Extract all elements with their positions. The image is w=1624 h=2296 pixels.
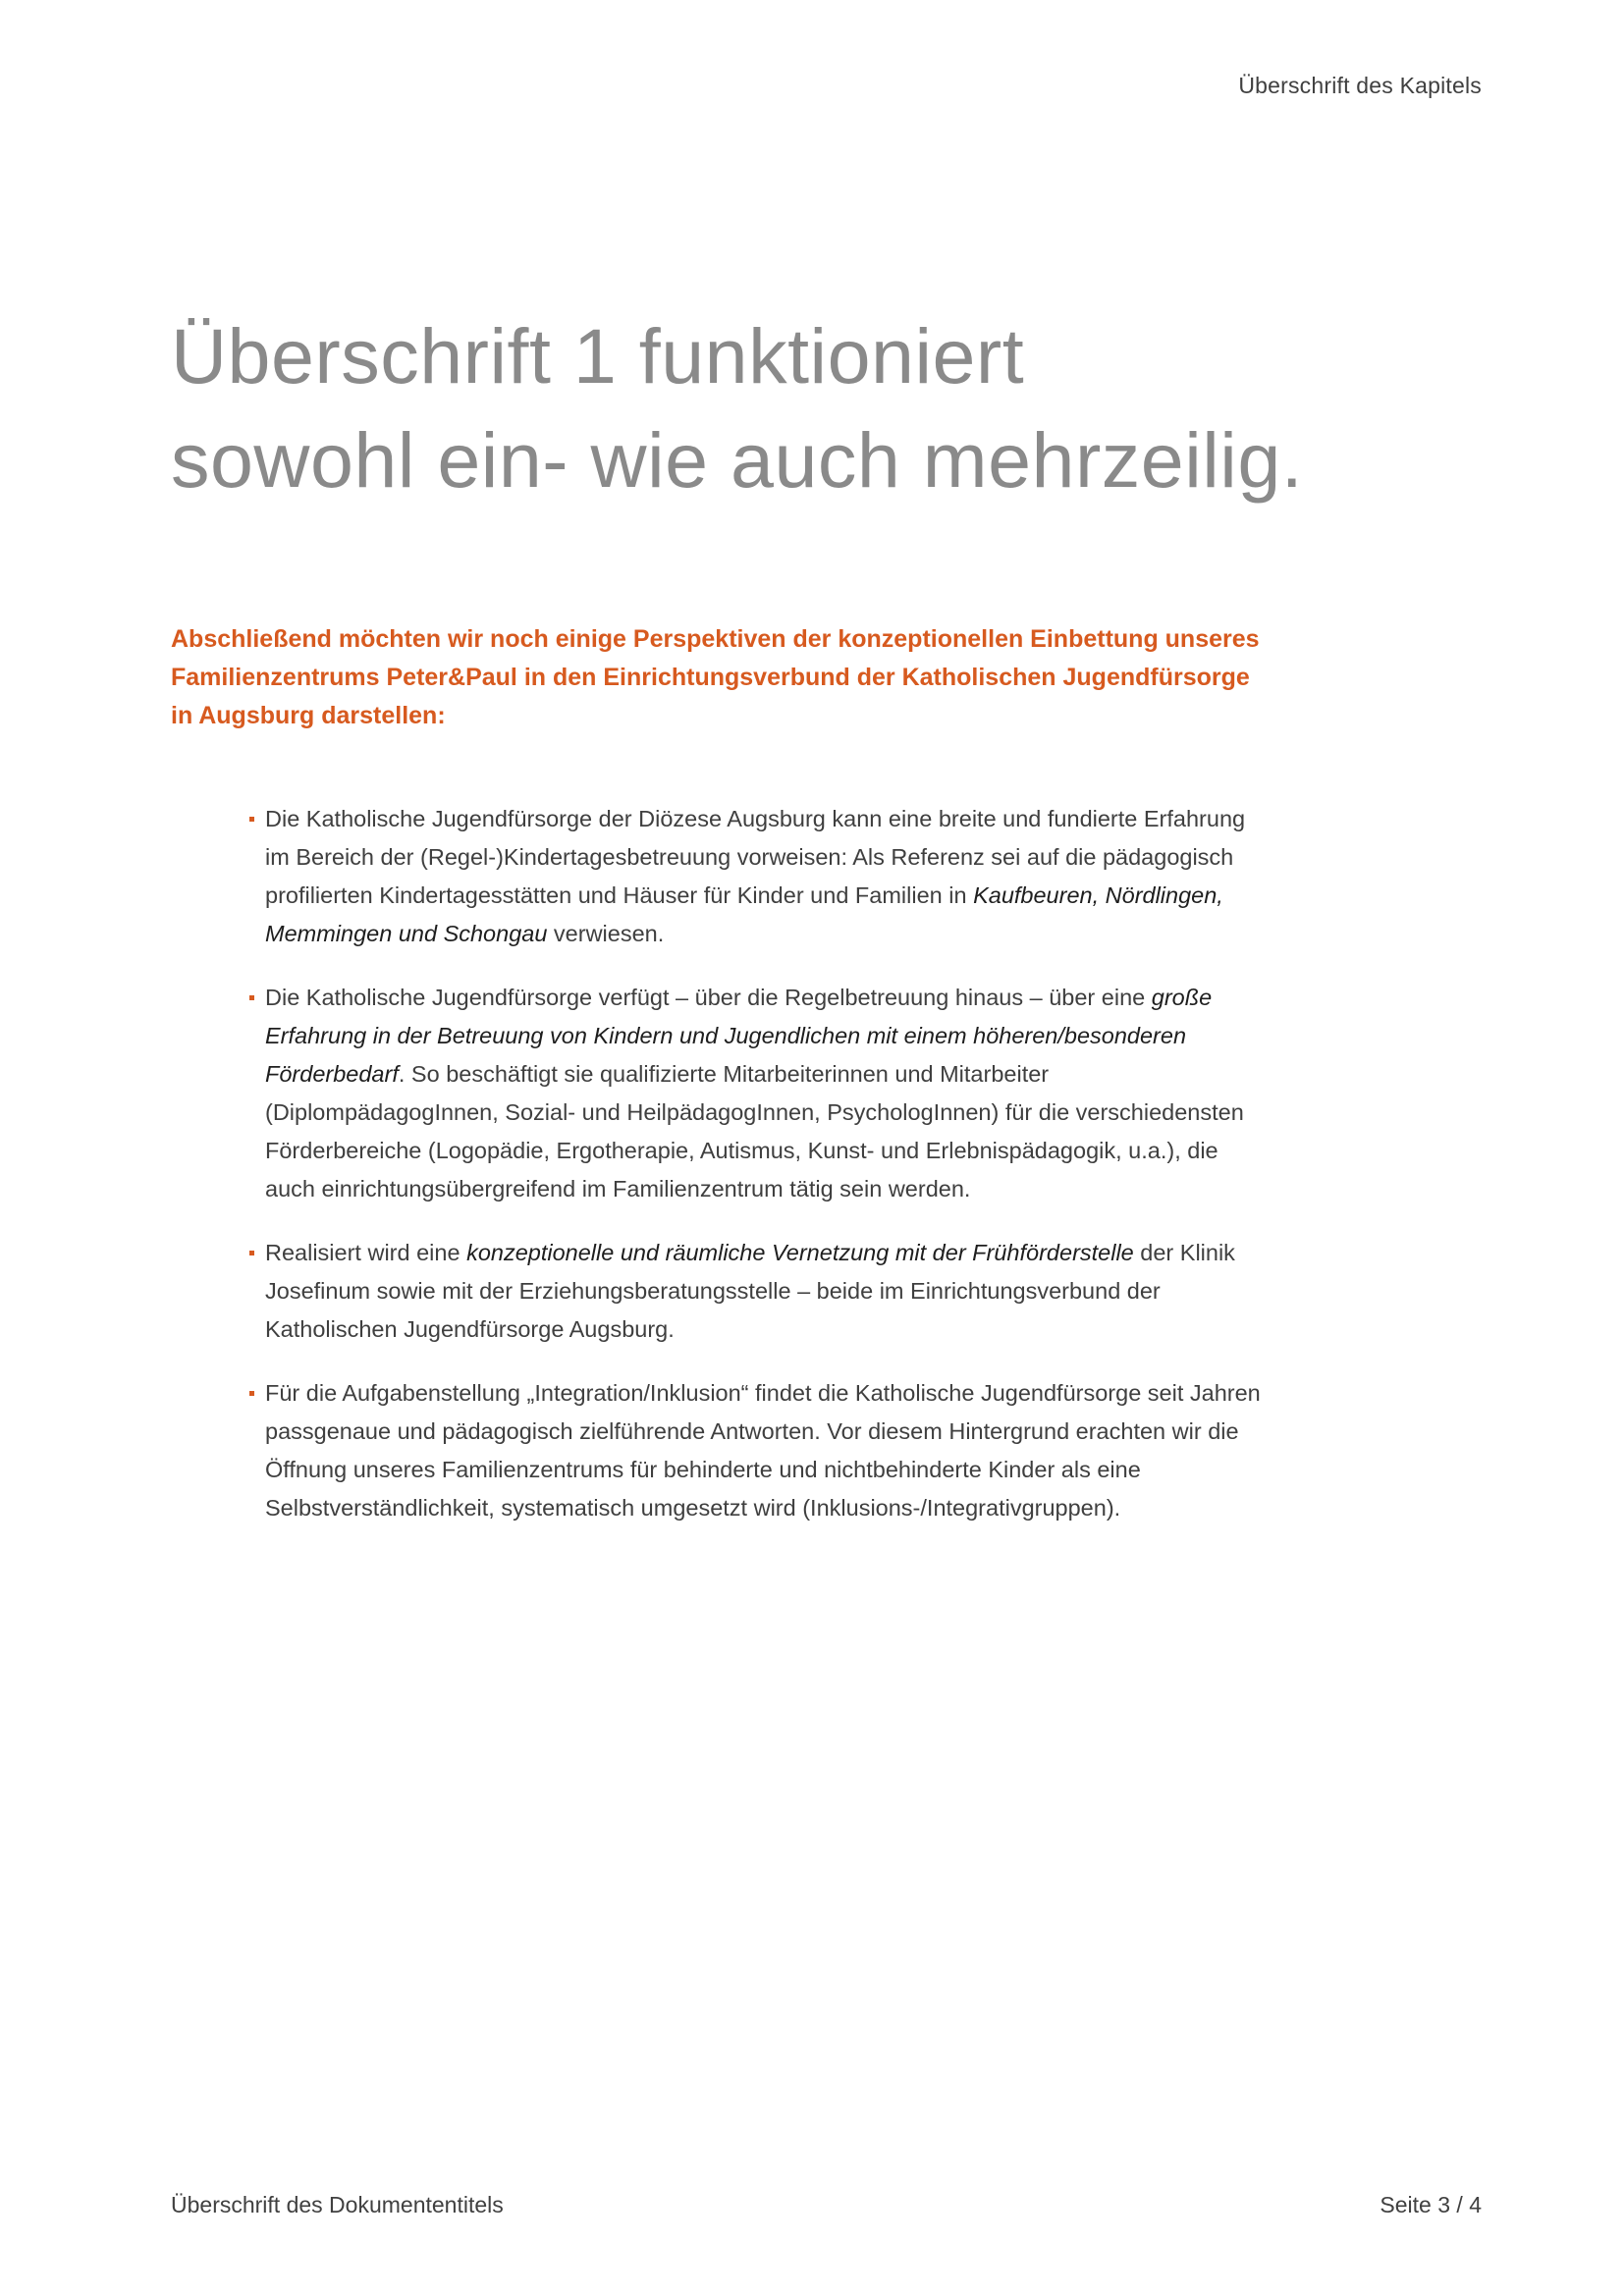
bullet-square-icon — [249, 817, 254, 822]
list-item-text: Realisiert wird eine — [265, 1240, 467, 1265]
list-item — [247, 1234, 1269, 1349]
page-title-line-2: sowohl ein- wie auch mehrzeilig. — [171, 416, 1304, 504]
bullet-square-icon — [249, 995, 254, 1000]
footer-page-number: Seite 3 / 4 — [1380, 2192, 1482, 2217]
list-item — [247, 1374, 1269, 1527]
lead-paragraph: Abschließend möchten wir noch einige Perspektiven der konzeptionellen Einbettung unseres Familienzentrums Peter&Paul in den Einrichtungsverbund der Katholischen Jugendfürsorge in Augsburg darstellen: — [171, 625, 1260, 729]
running-header-chapter-title: Überschrift des Kapitels — [1238, 73, 1482, 98]
list-item — [247, 979, 1269, 1208]
list-item-text: Die Katholische Jugendfürsorge der Diözese Augsburg kann eine breite und fundierte Erfahrung im Bereich der (Regel-)Kindertagesbetreuung vorweisen: Als Referenz sei auf die pädagogisch profilierten Kindertagesstätten und Häuser für Kinder und Familien in — [265, 806, 1246, 908]
list-item-text: der Klinik Josefinum sowie mit der Erziehungsberatungsstelle – beide im Einrichtungsverbund der Katholischen Jugendfürsorge Augsburg. — [265, 1240, 1235, 1342]
list-item-text: verwiesen. — [547, 921, 665, 946]
bullet-list — [247, 800, 1269, 1553]
list-item-text: . So beschäftigt sie qualifizierte Mitarbeiterinnen und Mitarbeiter (DiplompädagogInnen, Sozial- und HeilpädagogInnen, PsychologInnen) für die verschiedensten Förderbereiche (Logopädie, Ergotherapie, Autismus, Kunst- und Erlebnispädagogik, u.a.), die auch einrichtungsübergreifend im Familienzentrum tätig sein werden. — [265, 1061, 1244, 1201]
page-title-line-1: Überschrift 1 funktioniert — [171, 312, 1025, 400]
page-title — [171, 304, 1447, 512]
list-item — [247, 800, 1269, 953]
list-item-emphasis: konzeptionelle und räumliche Vernetzung mit der Frühförderstelle — [466, 1240, 1134, 1265]
list-item-text: Die Katholische Jugendfürsorge verfügt – über die Regelbetreuung hinaus – über eine — [265, 985, 1152, 1010]
list-item-emphasis: Kaufbeuren, Nördlingen, Memmingen und Schongau — [265, 882, 1223, 946]
list-item-emphasis: große Erfahrung in der Betreuung von Kindern und Jugendlichen mit einem höheren/besonderen Förderbedarf — [265, 985, 1213, 1087]
footer-document-title: Überschrift des Dokumententitels — [171, 2192, 504, 2217]
bullet-square-icon — [249, 1251, 254, 1255]
bullet-square-icon — [249, 1391, 254, 1396]
list-item-text: Für die Aufgabenstellung „Integration/Inklusion“ findet die Katholische Jugendfürsorge seit Jahren passgenaue und pädagogisch zielführende Antworten. Vor diesem Hintergrund erachten wir die Öffnung unseres Familienzentrums für behinderte und nichtbehinderte Kinder als eine Selbstverständlichkeit, systematisch umgesetzt wird (Inklusions-/Integrativgruppen). — [265, 1380, 1261, 1521]
